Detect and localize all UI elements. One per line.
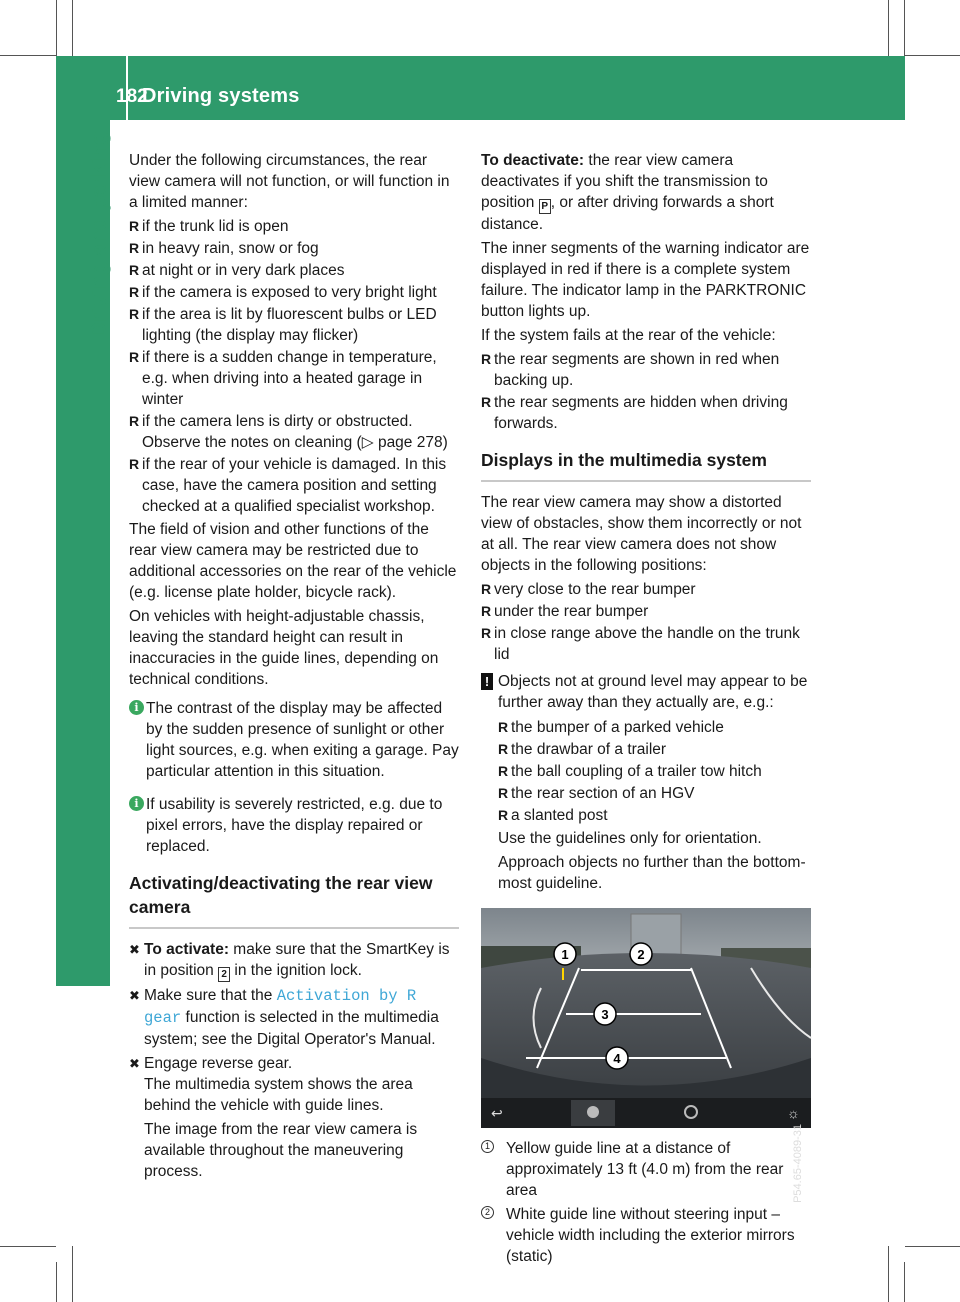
step-arrow-icon: ✖ (129, 1056, 140, 1071)
field-of-vision-paragraph: The field of vision and other functions of the rear view camera may be restricted due to additional accessories on the rear of the vehicle (e.g. license plate holder, bicycle rack). (129, 521, 457, 601)
header-bar (56, 56, 905, 120)
list-item: R the rear segments are shown in red when backing up. (481, 351, 780, 389)
fails-intro: If the system fails at the rear of the vehicle: (481, 327, 776, 344)
svg-text:4: 4 (613, 1051, 621, 1066)
steps-list (129, 939, 459, 1182)
inner-segments-paragraph: The inner segments of the warning indicator are displayed in red if there is a complete system failure. The indicator lamp in the PARKTRONIC button lights up. (481, 240, 810, 320)
page-number: 182 (116, 86, 148, 107)
list-item[interactable]: R if the camera lens is dirty or obstructed. Observe the notes on cleaning (▷ page 278) (129, 413, 448, 451)
list-item: R if there is a sudden change in temperature, e.g. when driving into a heated garage in winter (129, 349, 437, 408)
section-title: Driving systems (142, 85, 300, 107)
callout-3 (594, 1003, 616, 1025)
crop-mark (56, 1262, 57, 1302)
callout-2 (630, 943, 652, 965)
image-reference-id: P54.65-4089-31 (792, 1124, 804, 1203)
step-item: ✖ Make sure that the Activation by R gear function is selected in the multimedia system; see the Digital Operator's Manual. (129, 987, 439, 1048)
callout-4 (606, 1047, 628, 1069)
info-note: i If usability is severely restricted, e.g. due to pixel errors, have the display repaired or replaced. (129, 794, 459, 857)
callout-1 (554, 943, 576, 965)
step-arrow-icon: ✖ (129, 988, 140, 1003)
warning-icon: ! (481, 673, 493, 690)
left-column (129, 150, 459, 1185)
list-item: R in close range above the handle on the trunk lid (481, 625, 800, 663)
right-column (481, 150, 811, 1270)
positions-list (481, 579, 811, 665)
crop-mark (56, 0, 57, 56)
step-item: ✖ To activate: make sure that the SmartKey is in position 2 in the ignition lock. (129, 941, 450, 980)
legend-item: 1 Yellow guide line at a distance of approximately 13 ft (4.0 m) from the rear area (481, 1138, 811, 1201)
list-item: R at night or in very dark places (129, 262, 345, 279)
list-item: R in heavy rain, snow or fog (129, 240, 319, 257)
crop-mark (905, 1246, 960, 1247)
svg-text:2: 2 (637, 947, 645, 962)
list-item: R the rear segments are hidden when driving forwards. (481, 394, 788, 432)
camera-toolbar (481, 1098, 811, 1128)
crop-mark (904, 1262, 905, 1302)
warning-list (498, 717, 811, 826)
list-item: R if the camera is exposed to very bright light (129, 284, 437, 301)
svg-text:3: 3 (601, 1007, 609, 1022)
step-arrow-icon: ✖ (129, 942, 140, 957)
crop-mark (888, 1246, 889, 1302)
crop-mark (905, 55, 960, 56)
info-note: i The contrast of the display may be affected by the sudden presence of sunlight or other light sources, e.g. when exiting a garage. Pay particular attention in this situation. (129, 698, 459, 782)
camera-view (481, 908, 811, 1128)
info-icon: i (129, 796, 144, 811)
page-reference: if the camera lens is dirty or obstructed. Observe the notes on cleaning (▷ page 278) (142, 413, 448, 451)
chapter-label: Driving and parking (86, 131, 111, 338)
legend-item: 2 White guide line without steering input – vehicle width including the exterior mirrors (static) (481, 1204, 811, 1267)
step-item: ✖ Engage reverse gear. The multimedia system shows the area behind the vehicle with guide lines. The image from the rear view camera is available throughout the maneuvering process. (129, 1055, 418, 1180)
list-item: R if the area is lit by fluorescent bulbs or LED lighting (the display may flicker) (129, 306, 437, 344)
list-item: R if the trunk lid is open (129, 218, 289, 235)
crop-mark (904, 0, 905, 56)
brightness-icon: ☼ (787, 1105, 800, 1121)
list-item: R the ball coupling of a trailer tow hitch (498, 763, 762, 780)
list-item: R the drawbar of a trailer (498, 741, 667, 758)
ignition-key-icon: 2 (218, 967, 230, 982)
chassis-paragraph: On vehicles with height-adjustable chassis, leaving the standard height can result in inaccuracies in the guide lines, depending on technical conditions. (129, 608, 439, 688)
crop-mark (0, 1246, 56, 1247)
heading-displays: Displays in the multimedia system (481, 448, 811, 482)
fails-list (481, 349, 811, 434)
warning-note: ! Objects not at ground level may appear to be further away than they actually are, e.g.: R the bumper of a parked vehicle R the drawbar of a trailer R the ball coupling of a trailer tow hitch R the rear section of an HGV R a slanted post Use the guidelines only for orientation. Approach objects no further than the bottom-most guideline. (481, 671, 811, 894)
back-icon: ↩ (491, 1105, 503, 1121)
list-item: R a slanted post (498, 807, 608, 824)
park-position-icon: P (539, 199, 551, 214)
crop-mark (888, 0, 889, 56)
crop-mark (72, 1246, 73, 1302)
intro-paragraph: Under the following circumstances, the rear view camera will not function, or will function in a limited manner: (129, 152, 450, 211)
svg-text:1: 1 (561, 947, 569, 962)
legend-list (481, 1138, 811, 1267)
conditions-list (129, 216, 459, 517)
deactivate-paragraph: To deactivate: the rear view camera deactivates if you shift the transmission to position P , or after driving forwards a short distance. (481, 152, 774, 233)
crop-mark (72, 0, 73, 56)
list-item: R the bumper of a parked vehicle (498, 719, 724, 736)
list-item: R very close to the rear bumper (481, 581, 696, 598)
list-item: R if the rear of your vehicle is damaged. In this case, have the camera position and setting checked at a qualified specialist workshop. (129, 456, 447, 515)
list-item: R under the rear bumper (481, 603, 649, 620)
heading-activating: Activating/deactivating the rear view camera (129, 871, 459, 929)
list-item: R the rear section of an HGV (498, 785, 695, 802)
info-icon: i (129, 700, 144, 715)
crop-mark (0, 55, 56, 56)
camera-icon (587, 1106, 599, 1118)
distorted-paragraph: The rear view camera may show a distorted view of obstacles, show them incorrectly or not at all. The rear view camera does not show objects in the following positions: (481, 494, 802, 574)
menu-function-label: Activation by R gear (144, 987, 417, 1027)
